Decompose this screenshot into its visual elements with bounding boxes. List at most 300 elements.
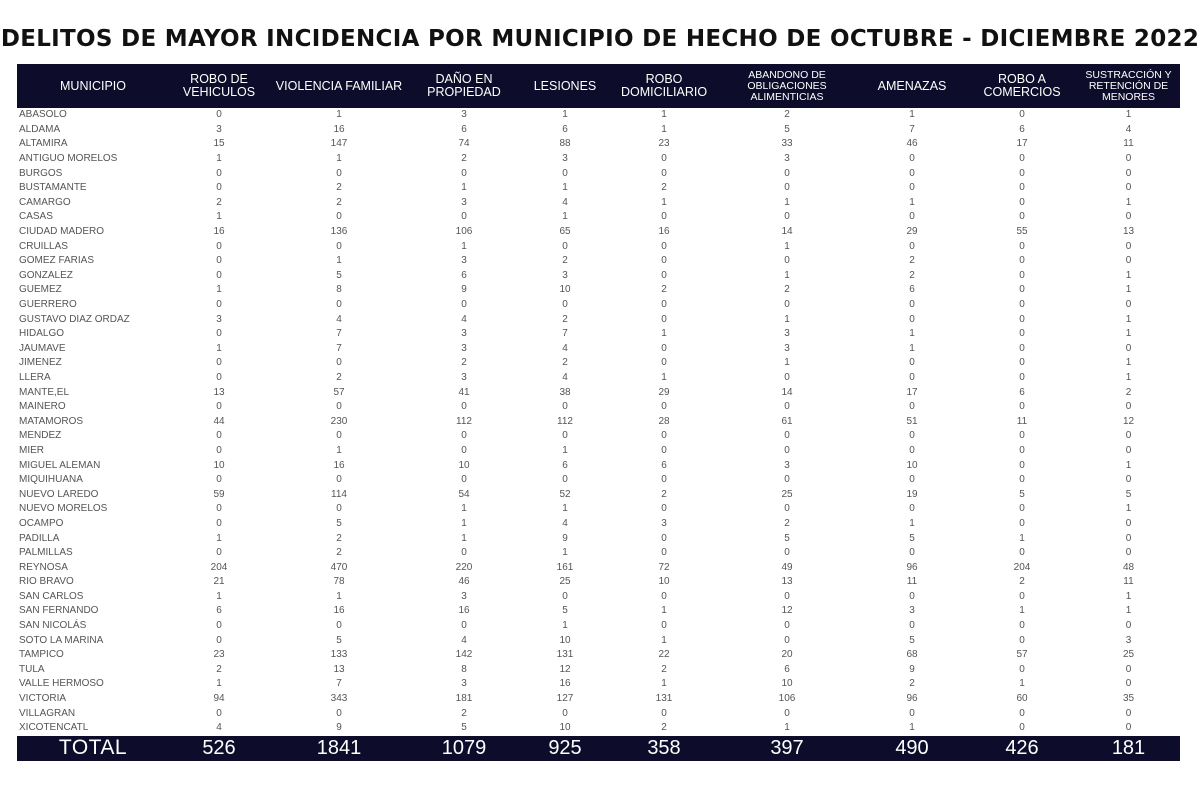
value-cell: 0: [336, 620, 342, 632]
value-cell: 0: [1019, 342, 1025, 354]
table-row: [17, 429, 1180, 444]
municipio-cell: SAN CARLOS: [19, 590, 84, 602]
value-cell: 3: [562, 269, 568, 281]
value-cell: 0: [461, 211, 467, 223]
value-cell: 0: [1125, 663, 1132, 675]
value-cell: 0: [1019, 328, 1025, 340]
value-cell: 0: [461, 299, 467, 311]
value-cell: 127: [556, 693, 574, 705]
value-cell: 1: [336, 444, 342, 456]
value-cell: 5: [1125, 488, 1132, 500]
table-row: [17, 414, 1180, 429]
value-cell: 131: [655, 693, 673, 705]
value-cell: 0: [1019, 313, 1025, 325]
value-cell: 0: [661, 240, 667, 252]
value-cell: 2: [336, 371, 342, 383]
value-cell: 1: [1019, 532, 1025, 544]
value-cell: 0: [216, 240, 222, 252]
value-cell: 1: [461, 240, 467, 252]
value-cell: 0: [784, 299, 790, 311]
value-cell: 0: [784, 182, 790, 194]
col-header-violencia-familiar: VIOLENCIA FAMILIAR: [275, 78, 403, 93]
value-cell: 11: [1016, 415, 1028, 427]
value-cell: 0: [661, 707, 667, 719]
municipio-cell: BUSTAMANTE: [19, 182, 87, 194]
value-cell: 10: [781, 678, 793, 690]
table-row: [17, 648, 1180, 663]
value-cell: 6: [1019, 386, 1025, 398]
value-cell: 1: [1019, 605, 1025, 617]
value-cell: 2: [336, 532, 342, 544]
value-cell: 0: [216, 620, 222, 632]
municipio-cell: LLERA: [19, 371, 51, 383]
value-cell: 0: [1019, 722, 1025, 734]
value-cell: 74: [458, 138, 470, 150]
value-cell: 3: [461, 196, 467, 208]
municipio-cell: GOMEZ FARIAS: [19, 255, 95, 267]
value-cell: 0: [1019, 444, 1025, 456]
value-cell: 46: [906, 138, 918, 150]
value-cell: 2: [1019, 576, 1025, 588]
value-cell: 1: [216, 532, 222, 544]
value-cell: 0: [1125, 444, 1132, 456]
value-cell: 5: [336, 634, 342, 646]
value-cell: 17: [1016, 138, 1028, 150]
value-cell: 68: [906, 649, 918, 661]
value-cell: 2: [336, 196, 342, 208]
value-cell: 5: [784, 123, 790, 135]
value-cell: 0: [784, 430, 790, 442]
col-header-dano-propiedad: DAÑO EN PROPIEDAD: [427, 72, 501, 99]
value-cell: 0: [1125, 532, 1132, 544]
value-cell: 9: [562, 532, 568, 544]
table-header: [17, 64, 1180, 108]
value-cell: 5: [461, 722, 467, 734]
value-cell: 3: [216, 123, 222, 135]
value-cell: 1: [909, 196, 915, 208]
value-cell: 6: [461, 269, 467, 281]
value-cell: 0: [461, 401, 467, 413]
value-cell: 2: [562, 313, 568, 325]
value-cell: 1: [661, 328, 667, 340]
value-cell: 0: [216, 357, 222, 369]
value-cell: 20: [781, 649, 793, 661]
value-cell: 13: [1122, 226, 1135, 238]
value-cell: 54: [458, 488, 470, 500]
municipio-cell: ABASOLO: [19, 109, 67, 121]
table-row: [17, 166, 1180, 181]
value-cell: 0: [1019, 517, 1025, 529]
value-cell: 0: [784, 401, 790, 413]
value-cell: 41: [458, 386, 470, 398]
value-cell: 0: [909, 444, 915, 456]
value-cell: 2: [216, 663, 222, 675]
table-row: [17, 312, 1180, 327]
value-cell: 131: [556, 649, 574, 661]
value-cell: 5: [1019, 488, 1025, 500]
value-cell: 181: [455, 693, 473, 705]
value-cell: 10: [559, 284, 571, 296]
value-cell: 3: [1125, 634, 1132, 646]
col-header-robo-comercios: ROBO A COMERCIOS: [983, 72, 1061, 99]
municipio-cell: SOTO LA MARINA: [19, 634, 104, 646]
value-cell: 1: [784, 722, 790, 734]
value-cell: 0: [1125, 401, 1132, 413]
value-cell: 1: [784, 196, 790, 208]
value-cell: 106: [455, 226, 473, 238]
value-cell: 9: [461, 284, 467, 296]
value-cell: 6: [661, 459, 667, 471]
municipio-cell: TULA: [19, 663, 45, 675]
municipio-cell: CAMARGO: [19, 196, 71, 208]
value-cell: 0: [661, 342, 667, 354]
value-cell: 25: [1122, 649, 1135, 661]
municipio-cell: PALMILLAS: [19, 547, 73, 559]
value-cell: 3: [461, 678, 467, 690]
col-header-robo-vehiculos: ROBO DE VEHICULOS: [182, 72, 256, 99]
value-cell: 8: [336, 284, 342, 296]
total-cell: 181: [1111, 736, 1146, 759]
value-cell: 0: [1019, 474, 1025, 486]
value-cell: 0: [216, 547, 222, 559]
value-cell: 0: [1125, 474, 1132, 486]
municipio-cell: PADILLA: [19, 532, 60, 544]
value-cell: 10: [559, 634, 571, 646]
municipio-cell: JIMENEZ: [19, 357, 62, 369]
value-cell: 1: [1125, 313, 1132, 325]
municipio-cell: RIO BRAVO: [19, 576, 74, 588]
value-cell: 2: [461, 153, 467, 165]
table-row: [17, 400, 1180, 415]
value-cell: 0: [336, 430, 342, 442]
value-cell: 6: [1019, 123, 1025, 135]
value-cell: 0: [784, 474, 790, 486]
value-cell: 1: [216, 211, 222, 223]
value-cell: 6: [562, 459, 568, 471]
table-row: [17, 385, 1180, 400]
value-cell: 1: [661, 109, 667, 121]
value-cell: 1: [216, 342, 222, 354]
value-cell: 7: [909, 123, 915, 135]
value-cell: 1: [1125, 196, 1132, 208]
value-cell: 65: [559, 226, 571, 238]
municipio-cell: MENDEZ: [19, 430, 62, 442]
value-cell: 0: [661, 211, 667, 223]
value-cell: 1: [562, 547, 568, 559]
value-cell: 204: [1013, 561, 1031, 573]
value-cell: 2: [909, 255, 915, 267]
value-cell: 3: [909, 605, 915, 617]
value-cell: 1: [909, 109, 915, 121]
value-cell: 1: [1125, 109, 1132, 121]
value-cell: 1: [461, 503, 467, 515]
value-cell: 0: [909, 401, 915, 413]
value-cell: 57: [333, 386, 345, 398]
value-cell: 0: [216, 444, 222, 456]
municipio-cell: OCAMPO: [19, 517, 64, 529]
value-cell: 0: [461, 167, 467, 179]
value-cell: 28: [658, 415, 670, 427]
value-cell: 4: [1125, 123, 1132, 135]
value-cell: 0: [1019, 167, 1025, 179]
value-cell: 0: [1019, 547, 1025, 559]
total-cell: 925: [548, 736, 582, 759]
value-cell: 0: [1125, 620, 1132, 632]
value-cell: 0: [1125, 211, 1132, 223]
value-cell: 19: [906, 488, 918, 500]
value-cell: 0: [216, 182, 222, 194]
value-cell: 0: [336, 474, 342, 486]
value-cell: 0: [336, 299, 342, 311]
municipio-cell: VICTORIA: [19, 693, 67, 705]
value-cell: 204: [210, 561, 228, 573]
value-cell: 0: [1125, 678, 1132, 690]
value-cell: 1: [216, 153, 222, 165]
value-cell: 0: [562, 707, 568, 719]
value-cell: 5: [784, 532, 790, 544]
value-cell: 3: [461, 590, 467, 602]
value-cell: 1: [1125, 459, 1132, 471]
value-cell: 0: [661, 255, 667, 267]
table-row: [17, 473, 1180, 488]
value-cell: 2: [461, 707, 467, 719]
value-cell: 4: [562, 517, 568, 529]
municipio-cell: SAN FERNANDO: [19, 605, 99, 617]
municipio-cell: HIDALGO: [19, 328, 65, 340]
value-cell: 0: [661, 167, 667, 179]
value-cell: 1: [1125, 590, 1132, 602]
value-cell: 3: [661, 517, 667, 529]
value-cell: 0: [461, 474, 467, 486]
table-row: [17, 210, 1180, 225]
value-cell: 13: [333, 663, 345, 675]
value-cell: 5: [336, 269, 342, 281]
value-cell: 2: [661, 722, 667, 734]
value-cell: 0: [1125, 240, 1132, 252]
value-cell: 0: [216, 517, 222, 529]
value-cell: 0: [562, 167, 568, 179]
value-cell: 0: [1019, 371, 1025, 383]
value-cell: 35: [1122, 693, 1135, 705]
value-cell: 0: [1019, 357, 1025, 369]
value-cell: 6: [784, 663, 790, 675]
value-cell: 1: [461, 532, 467, 544]
value-cell: 0: [909, 503, 915, 515]
municipio-cell: ALDAMA: [19, 123, 61, 135]
municipio-cell: MIER: [19, 444, 44, 456]
table-row: [17, 196, 1180, 211]
table-row: [17, 269, 1180, 284]
value-cell: 16: [213, 226, 225, 238]
value-cell: 0: [562, 240, 568, 252]
value-cell: 2: [909, 269, 915, 281]
table-row: [17, 254, 1180, 269]
value-cell: 0: [1019, 109, 1025, 121]
value-cell: 9: [909, 663, 915, 675]
value-cell: 3: [461, 255, 467, 267]
value-cell: 0: [909, 299, 915, 311]
value-cell: 0: [784, 620, 790, 632]
value-cell: 0: [661, 474, 667, 486]
value-cell: 0: [562, 401, 568, 413]
value-cell: 2: [661, 182, 667, 194]
value-cell: 0: [1125, 255, 1132, 267]
total-label: TOTAL: [58, 736, 128, 760]
value-cell: 0: [909, 182, 915, 194]
value-cell: 5: [909, 634, 915, 646]
value-cell: 0: [216, 167, 222, 179]
value-cell: 10: [658, 576, 670, 588]
value-cell: 1: [784, 269, 790, 281]
municipio-cell: VILLAGRAN: [19, 707, 76, 719]
municipio-cell: GONZALEZ: [19, 269, 73, 281]
value-cell: 0: [661, 153, 667, 165]
value-cell: 11: [1123, 576, 1134, 588]
value-cell: 0: [1019, 503, 1025, 515]
value-cell: 29: [906, 226, 918, 238]
value-cell: 133: [330, 649, 348, 661]
value-cell: 1: [336, 255, 342, 267]
municipio-cell: VALLE HERMOSO: [19, 678, 104, 690]
value-cell: 136: [330, 226, 348, 238]
value-cell: 0: [216, 430, 222, 442]
value-cell: 470: [330, 561, 348, 573]
value-cell: 1: [336, 153, 342, 165]
table-row: [17, 137, 1180, 152]
value-cell: 1: [1125, 357, 1132, 369]
table-row: [17, 663, 1180, 678]
value-cell: 0: [661, 547, 667, 559]
value-cell: 13: [781, 576, 793, 588]
value-cell: 0: [216, 401, 222, 413]
value-cell: 0: [1125, 722, 1132, 734]
value-cell: 4: [562, 371, 568, 383]
value-cell: 7: [336, 342, 342, 354]
value-cell: 0: [216, 299, 222, 311]
value-cell: 46: [458, 576, 470, 588]
value-cell: 112: [456, 415, 472, 427]
municipio-cell: GUEMEZ: [19, 284, 62, 296]
table-row: [17, 575, 1180, 590]
value-cell: 1: [562, 182, 568, 194]
value-cell: 0: [661, 299, 667, 311]
value-cell: 16: [333, 605, 345, 617]
value-cell: 22: [658, 649, 670, 661]
value-cell: 5: [909, 532, 915, 544]
value-cell: 2: [661, 663, 667, 675]
table-row: [17, 517, 1180, 532]
value-cell: 96: [906, 693, 918, 705]
value-cell: 0: [1019, 401, 1025, 413]
value-cell: 0: [909, 313, 915, 325]
value-cell: 88: [559, 138, 571, 150]
value-cell: 1: [461, 517, 467, 529]
value-cell: 0: [661, 620, 667, 632]
value-cell: 1: [1125, 605, 1132, 617]
value-cell: 0: [784, 590, 790, 602]
value-cell: 0: [661, 444, 667, 456]
value-cell: 23: [658, 138, 670, 150]
value-cell: 1: [336, 109, 342, 121]
table-row: [17, 108, 1180, 123]
value-cell: 0: [336, 167, 342, 179]
value-cell: 142: [455, 649, 473, 661]
crime-table: [17, 64, 1180, 761]
municipio-cell: MIGUEL ALEMAN: [19, 459, 101, 471]
value-cell: 21: [213, 576, 225, 588]
total-cell: 526: [202, 736, 236, 759]
value-cell: 1: [562, 109, 568, 121]
value-cell: 0: [661, 269, 667, 281]
value-cell: 1: [909, 722, 915, 734]
municipio-cell: MAINERO: [19, 401, 66, 413]
value-cell: 0: [336, 707, 342, 719]
value-cell: 1: [784, 313, 790, 325]
value-cell: 3: [461, 328, 467, 340]
table-row: [17, 152, 1180, 167]
table-row: [17, 502, 1180, 517]
value-cell: 0: [461, 547, 467, 559]
municipio-cell: JAUMAVE: [19, 342, 66, 354]
value-cell: 0: [336, 503, 342, 515]
value-cell: 1: [784, 240, 790, 252]
value-cell: 2: [1125, 386, 1132, 398]
value-cell: 1: [661, 371, 667, 383]
value-cell: 0: [1019, 269, 1025, 281]
table-row: [17, 225, 1180, 240]
value-cell: 4: [461, 313, 467, 325]
value-cell: 0: [216, 371, 222, 383]
value-cell: 0: [661, 503, 667, 515]
total-cell: 358: [647, 736, 681, 759]
value-cell: 0: [1125, 547, 1132, 559]
value-cell: 14: [781, 386, 793, 398]
value-cell: 3: [216, 313, 222, 325]
value-cell: 0: [909, 430, 915, 442]
col-header-sustraccion-menores: SUSTRACCIÓN Y RETENCIÓN DE MENORES: [1085, 68, 1172, 103]
value-cell: 1: [909, 342, 915, 354]
value-cell: 0: [1019, 182, 1025, 194]
value-cell: 3: [461, 342, 467, 354]
value-cell: 5: [562, 605, 568, 617]
value-cell: 9: [336, 722, 342, 734]
municipio-cell: NUEVO LAREDO: [19, 488, 99, 500]
table-row: [17, 181, 1180, 196]
value-cell: 0: [336, 357, 342, 369]
col-header-robo-domiciliario: ROBO DOMICILIARIO: [620, 72, 708, 99]
value-cell: 7: [336, 678, 342, 690]
municipio-cell: ANTIGUO MORELOS: [19, 153, 118, 165]
value-cell: 11: [906, 576, 918, 588]
value-cell: 0: [784, 167, 790, 179]
value-cell: 4: [336, 313, 342, 325]
value-cell: 25: [559, 576, 571, 588]
value-cell: 3: [784, 153, 790, 165]
value-cell: 0: [562, 474, 568, 486]
value-cell: 3: [784, 342, 790, 354]
col-header-lesiones: LESIONES: [533, 78, 597, 93]
value-cell: 2: [562, 255, 568, 267]
table-row: [17, 458, 1180, 473]
value-cell: 0: [216, 474, 222, 486]
value-cell: 0: [661, 313, 667, 325]
value-cell: 3: [784, 328, 790, 340]
value-cell: 1: [562, 444, 568, 456]
value-cell: 0: [461, 620, 467, 632]
value-cell: 3: [562, 153, 568, 165]
value-cell: 15: [213, 138, 225, 150]
value-cell: 3: [461, 109, 467, 121]
